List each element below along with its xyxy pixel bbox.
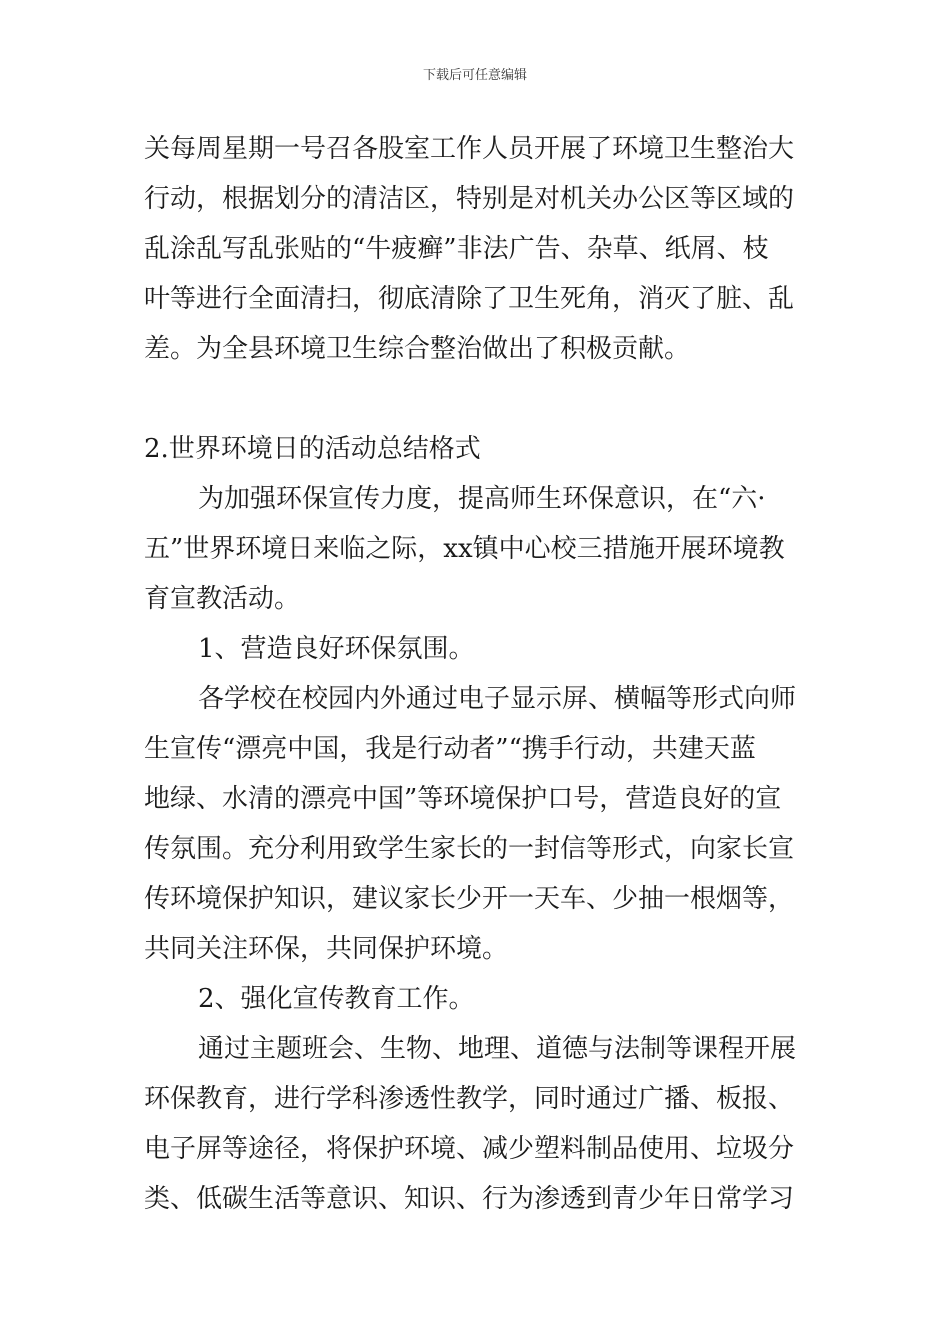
paragraph-line: 传氛围。充分利用致学生家长的一封信等形式，向家长宣 <box>144 834 795 864</box>
paragraph-line: 地绿、水清的漂亮中国”等环境保护口号，营造良好的宣 <box>144 784 782 814</box>
paragraph-line: 通过主题班会、生物、地理、道德与法制等课程开展 <box>198 1034 797 1064</box>
paragraph-line: 环保教育，进行学科渗透性教学，同时通过广播、板报、 <box>144 1084 795 1114</box>
paragraph-line: 行动，根据划分的清洁区，特别是对机关办公区等区域的 <box>144 184 795 214</box>
paragraph-line: 生宣传“漂亮中国，我是行动者”“携手行动，共建天蓝 <box>144 734 756 764</box>
paragraph-line: 传环境保护知识，建议家长少开一天车、少抽一根烟等， <box>144 884 795 914</box>
paragraph-line: 育宣教活动。 <box>144 584 301 614</box>
paragraph-line: 共同关注环保，共同保护环境。 <box>144 934 509 964</box>
paragraph-line: 叶等进行全面清扫，彻底清除了卫生死角，消灭了脏、乱 <box>144 284 795 314</box>
paragraph-line: 关每周星期一号召各股室工作人员开展了环境卫生整治大 <box>144 134 795 164</box>
paragraph-line: 五”世界环境日来临之际，xx镇中心校三措施开展环境教 <box>144 534 785 564</box>
paragraph-line: 为加强环保宣传力度，提高师生环保意识，在“六· <box>198 484 766 514</box>
paragraph-line: 类、低碳生活等意识、知识、行为渗透到青少年日常学习 <box>144 1184 795 1214</box>
paragraph-line: 差。为全县环境卫生综合整治做出了积极贡献。 <box>144 334 691 364</box>
paragraph-line: 乱涂乱写乱张贴的“牛疲癣”非法广告、杂草、纸屑、枝 <box>144 234 769 264</box>
paragraph-line: 各学校在校园内外通过电子显示屏、横幅等形式向师 <box>198 684 797 714</box>
section-heading: 2.世界环境日的活动总结格式 <box>144 434 481 464</box>
paragraph-line: 电子屏等途径，将保护环境、减少塑料制品使用、垃圾分 <box>144 1134 795 1164</box>
page-header: 下载后可任意编辑 <box>422 68 527 83</box>
item-title: 2、强化宣传教育工作。 <box>198 984 475 1014</box>
item-title: 1、营造良好环保氛围。 <box>198 634 475 664</box>
